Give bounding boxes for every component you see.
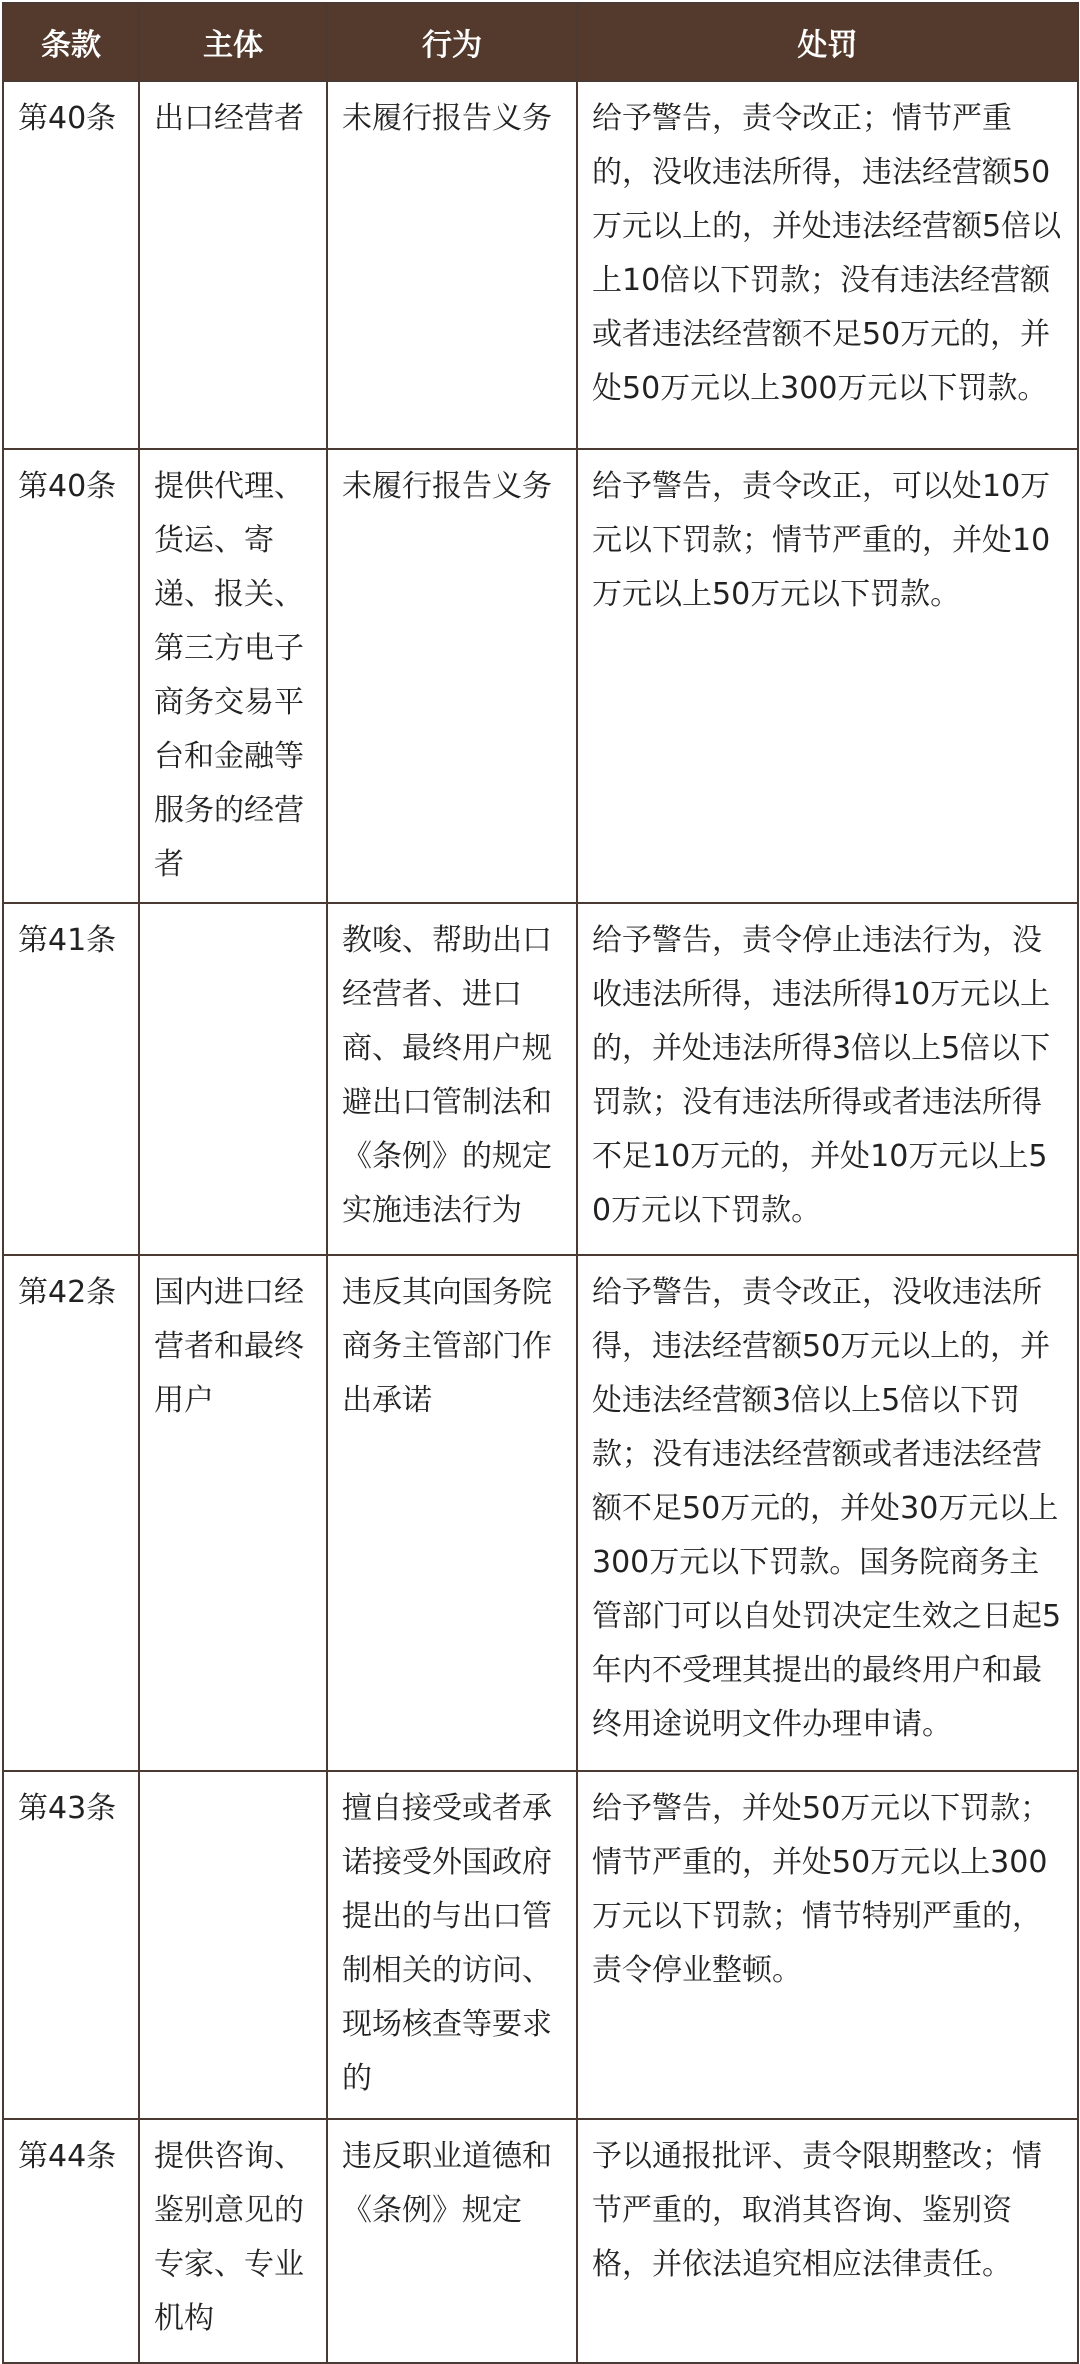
penalty-cell: 给予警告，责令改正，可以处10万元以下罚款；情节严重的，并处10万元以上50万元以下罚款。 — [577, 449, 1078, 903]
conduct-cell: 未履行报告义务 — [327, 81, 577, 449]
table-body — [3, 81, 1078, 2363]
penalty-cell: 给予警告，责令停止违法行为，没收违法所得，违法所得10万元以上的，并处违法所得3倍以上5倍以下罚款；没有违法所得或者违法所得不足10万元的，并处10万元以上50万元以下罚款。 — [577, 903, 1078, 1255]
penalty-cell: 给予警告，责令改正，没收违法所得，违法经营额50万元以上的，并处违法经营额3倍以上5倍以下罚款；没有违法经营额或者违法经营额不足50万元的，并处30万元以上300万元以下罚款。国务院商务主管部门可以自处罚决定生效之日起5年内不受理其提出的最终用户和最终用途说明文件办理申请。 — [577, 1255, 1078, 1771]
conduct-cell: 违反其向国务院商务主管部门作出承诺 — [327, 1255, 577, 1771]
clause-cell: 第42条 — [3, 1255, 139, 1771]
table-row — [3, 449, 1078, 903]
conduct-cell: 擅自接受或者承诺接受外国政府提出的与出口管制相关的访问、现场核查等要求的 — [327, 1771, 577, 2119]
conduct-cell: 违反职业道德和《条例》规定 — [327, 2119, 577, 2363]
subject-cell — [139, 903, 327, 1255]
conduct-cell: 未履行报告义务 — [327, 449, 577, 903]
table-row — [3, 903, 1078, 1255]
header-clause: 条款 — [3, 3, 139, 81]
table-header — [3, 3, 1078, 81]
penalty-cell: 予以通报批评、责令限期整改；情节严重的，取消其咨询、鉴别资格，并依法追究相应法律责任。 — [577, 2119, 1078, 2363]
header-subject: 主体 — [139, 3, 327, 81]
subject-cell: 出口经营者 — [139, 81, 327, 449]
penalty-cell: 给予警告，责令改正；情节严重的，没收违法所得，违法经营额50万元以上的，并处违法经营额5倍以上10倍以下罚款；没有违法经营额或者违法经营额不足50万元的，并处50万元以上300万元以下罚款。 — [577, 81, 1078, 449]
subject-cell: 提供代理、货运、寄递、报关、第三方电子商务交易平台和金融等服务的经营者 — [139, 449, 327, 903]
subject-cell: 国内进口经营者和最终用户 — [139, 1255, 327, 1771]
subject-cell — [139, 1771, 327, 2119]
clause-cell: 第44条 — [3, 2119, 139, 2363]
clause-cell: 第41条 — [3, 903, 139, 1255]
clause-cell: 第40条 — [3, 81, 139, 449]
header-conduct: 行为 — [327, 3, 577, 81]
conduct-cell: 教唆、帮助出口经营者、进口商、最终用户规避出口管制法和《条例》的规定实施违法行为 — [327, 903, 577, 1255]
penalty-cell: 给予警告，并处50万元以下罚款；情节严重的，并处50万元以上300万元以下罚款；情节特别严重的，责令停业整顿。 — [577, 1771, 1078, 2119]
subject-cell: 提供咨询、鉴别意见的专家、专业机构 — [139, 2119, 327, 2363]
table-row — [3, 2119, 1078, 2363]
header-row — [3, 3, 1078, 81]
table-row — [3, 81, 1078, 449]
header-penalty: 处罚 — [577, 3, 1078, 81]
clause-cell: 第43条 — [3, 1771, 139, 2119]
penalty-table — [2, 2, 1079, 2364]
table-row — [3, 1255, 1078, 1771]
table-row — [3, 1771, 1078, 2119]
clause-cell: 第40条 — [3, 449, 139, 903]
